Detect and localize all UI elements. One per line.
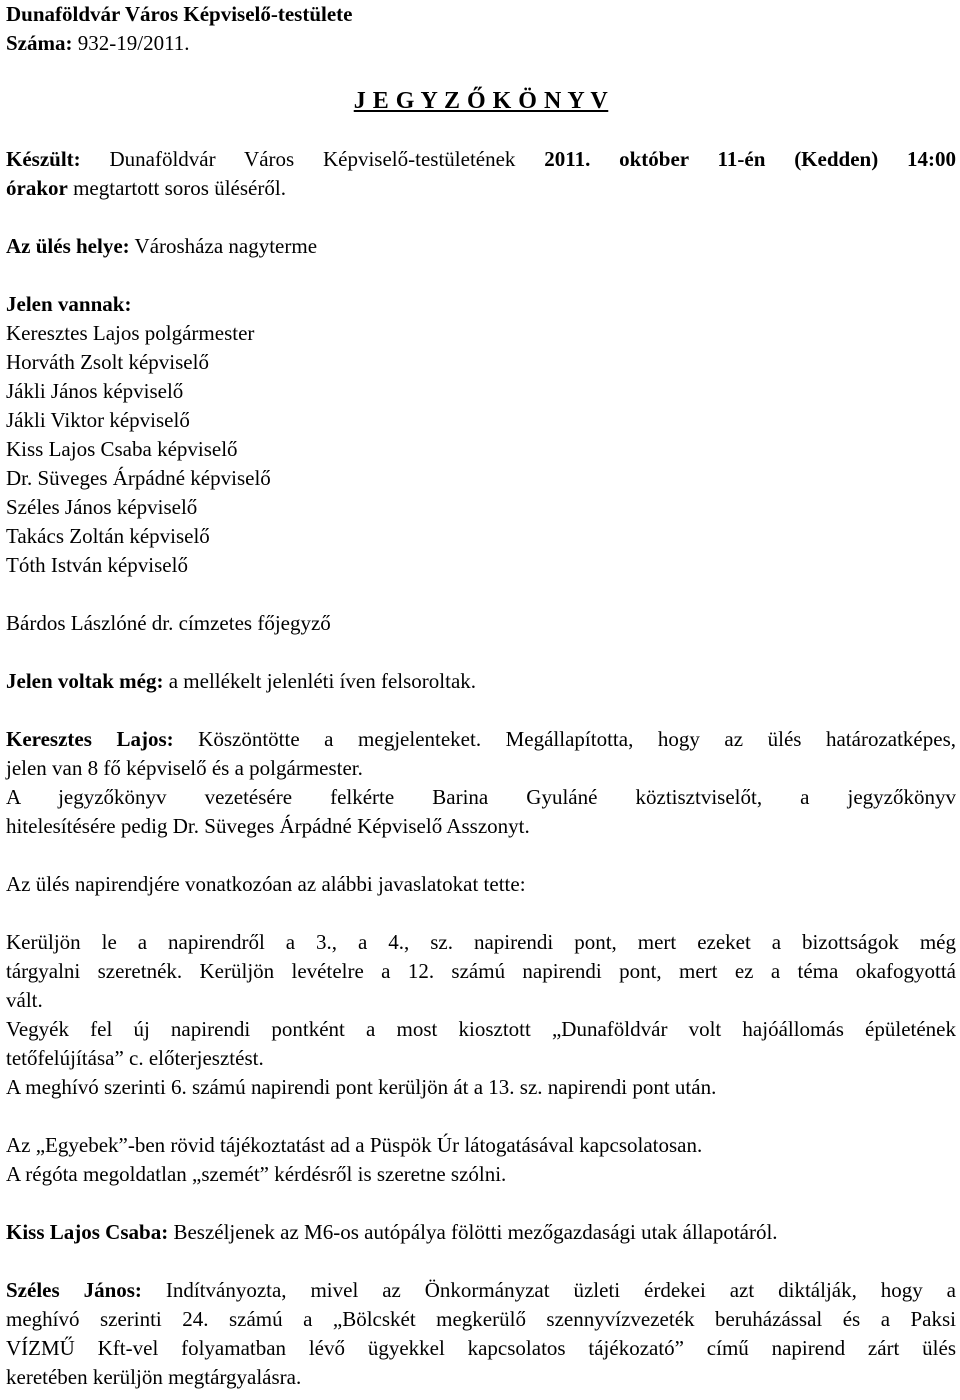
present-member: Dr. Süveges Árpádné képviselő	[6, 466, 271, 490]
proposal-line: tárgyalni szeretnék. Kerüljön levételre a 12. számú napirendi pont, mert ez a téma okafogyottá	[6, 959, 956, 983]
present-member: Jákli Viktor képviselő	[6, 408, 190, 432]
spacer	[6, 899, 956, 928]
spacer	[6, 841, 956, 870]
made-date: 2011. október 11-én (Kedden) 14:00	[544, 147, 956, 171]
made-text-2: megtartott soros üléséről.	[73, 176, 286, 200]
also-present-text: a mellékelt jelenléti íven felsoroltak.	[168, 669, 477, 693]
keresztes-text-1: Köszöntötte a megjelenteket. Megállapította, hogy az ülés határozatképes,	[198, 727, 956, 751]
keresztes-line-1	[6, 725, 956, 754]
proposal-line: tetőfelújítása” c. előterjesztést.	[6, 1046, 264, 1070]
keresztes-speaker: Keresztes Lajos:	[6, 727, 174, 751]
also-present-line	[6, 667, 956, 696]
header-org: Dunaföldvár Város Képviselő-testülete	[6, 2, 353, 26]
also-present-label: Jelen voltak még:	[6, 669, 164, 693]
kiss-text: Beszéljenek az M6-os autópálya fölötti mezőgazdasági utak állapotáról.	[173, 1220, 778, 1244]
other-line: Az „Egyebek”-ben rövid tájékoztatást ad a Püspök Úr látogatásával kapcsolatosan.	[6, 1133, 703, 1157]
szeles-line-4: keretében kerüljön megtárgyalásra.	[6, 1365, 302, 1389]
proposal-line: Kerüljön le a napirendről a 3., a 4., sz. napirendi pont, mert ezeket a bizottságok még	[6, 930, 956, 954]
szeles-line-1	[6, 1276, 956, 1305]
header-number-label: Száma:	[6, 31, 73, 55]
spacer	[6, 203, 956, 232]
present-member: Jákli János képviselő	[6, 379, 184, 403]
place-line	[6, 232, 956, 261]
made-label: Készült:	[6, 147, 81, 171]
keresztes-line-4: hitelesítésére pedig Dr. Süveges Árpádné Képviselő Asszonyt.	[6, 814, 530, 838]
keresztes-line-3: A jegyzőkönyv vezetésére felkérte Barina Gyuláné köztisztviselőt, a jegyzőkönyv	[6, 785, 956, 809]
made-text-1: Dunaföldvár Város Képviselő-testületének	[109, 147, 516, 171]
present-member: Horváth Zsolt képviselő	[6, 350, 209, 374]
spacer	[6, 580, 956, 609]
made-line-1	[6, 145, 956, 174]
kiss-speaker: Kiss Lajos Csaba:	[6, 1220, 169, 1244]
present-member: Széles János képviselő	[6, 495, 198, 519]
present-notary: Bárdos Lászlóné dr. címzetes főjegyző	[6, 611, 331, 635]
spacer	[6, 261, 956, 290]
present-member: Tóth István képviselő	[6, 553, 188, 577]
spacer	[6, 696, 956, 725]
szeles-line-3: VÍZMŰ Kft-vel folyamatban lévő ügyekkel kapcsolatos tájékozató” című napirend zárt ülés	[6, 1336, 956, 1360]
document-page	[6, 0, 956, 1392]
proposal-line: vált.	[6, 988, 43, 1012]
szeles-speaker: Széles János:	[6, 1278, 142, 1302]
present-member: Takács Zoltán képviselő	[6, 524, 210, 548]
made-line-2	[6, 174, 956, 203]
szeles-text-1: Indítványozta, mivel az Önkormányzat üzleti érdekei azt diktálják, hogy a	[165, 1278, 957, 1302]
spacer	[6, 638, 956, 667]
spacer	[6, 116, 956, 145]
proposal-line: Vegyék fel új napirendi pontként a most kiosztott „Dunaföldvár volt hajóállomás épületének	[6, 1017, 956, 1041]
spacer	[6, 1189, 956, 1218]
present-member: Kiss Lajos Csaba képviselő	[6, 437, 238, 461]
agenda-intro: Az ülés napirendjére vonatkozóan az alábbi javaslatokat tette:	[6, 872, 526, 896]
present-label-line	[6, 290, 956, 319]
keresztes-line-2: jelen van 8 fő képviselő és a polgármester.	[6, 756, 363, 780]
proposal-line: A meghívó szerinti 6. számú napirendi pont kerüljön át a 13. sz. napirendi pont után.	[6, 1075, 717, 1099]
place-label: Az ülés helye:	[6, 234, 130, 258]
document-title: J E G Y Z Ő K Ö N Y V	[353, 88, 609, 114]
szeles-line-2: meghívó szerinti 24. számú a „Bölcskét megkerülő szennyvízvezeték beruházással és a Paksi	[6, 1307, 956, 1331]
present-member: Keresztes Lajos polgármester	[6, 321, 255, 345]
other-line: A régóta megoldatlan „szemét” kérdésről is szeretne szólni.	[6, 1162, 507, 1186]
header-number-value: 932-19/2011.	[77, 31, 190, 55]
kiss-line	[6, 1218, 956, 1247]
header-number-line	[6, 29, 956, 58]
spacer	[6, 1102, 956, 1131]
present-label: Jelen vannak:	[6, 292, 132, 316]
spacer	[6, 58, 956, 87]
place-value: Városháza nagyterme	[134, 234, 318, 258]
made-orakor: órakor	[6, 176, 68, 200]
header-org-line	[6, 0, 956, 29]
spacer	[6, 1247, 956, 1276]
